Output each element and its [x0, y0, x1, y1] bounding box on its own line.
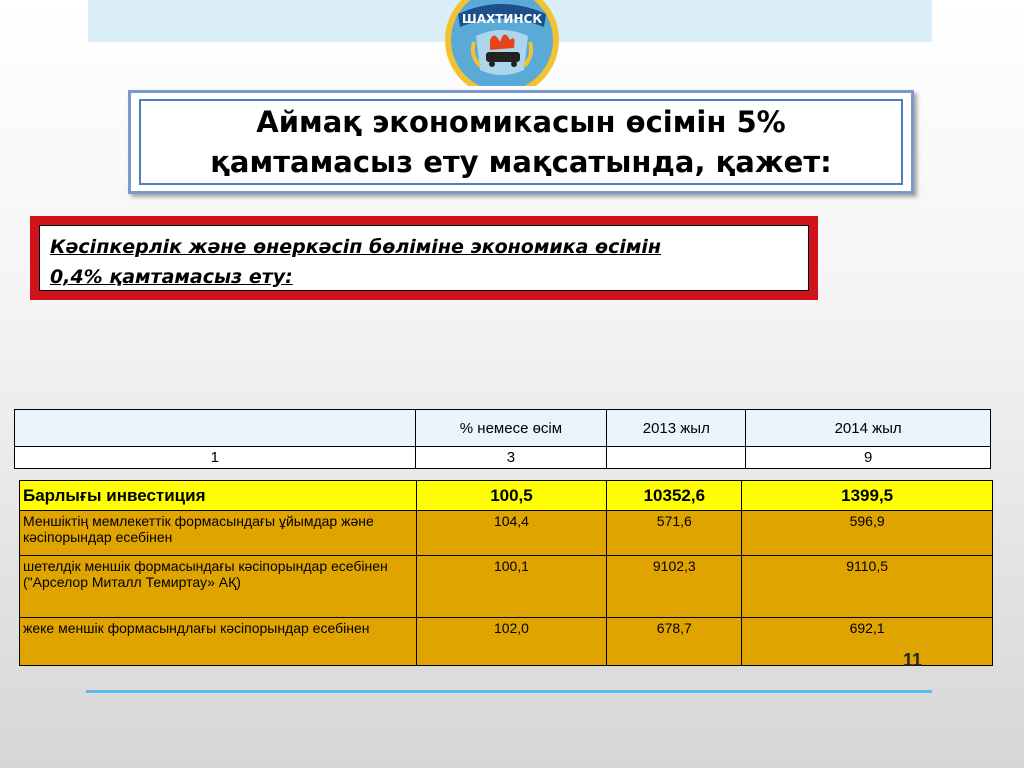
- row-2014: 9110,5: [742, 556, 993, 618]
- row-2014: 596,9: [742, 511, 993, 556]
- total-label: Барлығы инвестиция: [20, 481, 417, 511]
- column-number-cell: 1: [15, 447, 416, 469]
- page-number: 11: [903, 650, 923, 670]
- header-cell-2013: 2013 жыл: [607, 410, 746, 447]
- row-label: шетелдік меншік формасындағы кәсіпорындар есебінен ("Арселор Миталл Темиртау» АҚ): [20, 556, 417, 618]
- column-number-row: [15, 447, 991, 469]
- row-2014: 692,1: [742, 618, 993, 666]
- column-number-cell: 9: [746, 447, 991, 469]
- goal-frame: [30, 216, 818, 300]
- row-pct: 102,0: [416, 618, 607, 666]
- row-2013: 571,6: [607, 511, 742, 556]
- column-number-cell: 3: [415, 447, 607, 469]
- header-row: [15, 410, 991, 447]
- table-row: [20, 511, 993, 556]
- header-table: [14, 409, 991, 469]
- column-number-cell: [607, 447, 746, 469]
- row-label: жеке меншік формасындлағы кәсіпорындар есебінен: [20, 618, 417, 666]
- city-emblem-icon: [444, 0, 560, 86]
- table-row: [20, 556, 993, 618]
- row-pct: 100,1: [416, 556, 607, 618]
- header-cell-2014: 2014 жыл: [746, 410, 991, 447]
- total-2013: 10352,6: [607, 481, 742, 511]
- row-label: Меншіктің мемлекеттік формасындағы ұйымдар және кәсіпорындар есебінен: [20, 511, 417, 556]
- slide-title: Аймақ экономикасын өсімін 5% қамтамасыз ету мақсатында, қажет:: [210, 105, 832, 179]
- title-frame: [128, 90, 914, 194]
- bottom-divider: [86, 690, 932, 693]
- investment-table: [19, 480, 993, 666]
- row-2013: 678,7: [607, 618, 742, 666]
- header-cell-pct: % немесе өсім: [415, 410, 607, 447]
- row-pct: 104,4: [416, 511, 607, 556]
- emblem-text: ШАХТИНСК: [461, 12, 543, 26]
- total-row: [20, 481, 993, 511]
- goal-heading: Кәсіпкерлік және өнеркәсіп бөліміне экономика өсімін 0,4% қамтамасыз ету:: [50, 236, 662, 288]
- header-cell-label: [15, 410, 416, 447]
- total-2014: 1399,5: [742, 481, 993, 511]
- table-row: [20, 618, 993, 666]
- total-pct: 100,5: [416, 481, 607, 511]
- row-2013: 9102,3: [607, 556, 742, 618]
